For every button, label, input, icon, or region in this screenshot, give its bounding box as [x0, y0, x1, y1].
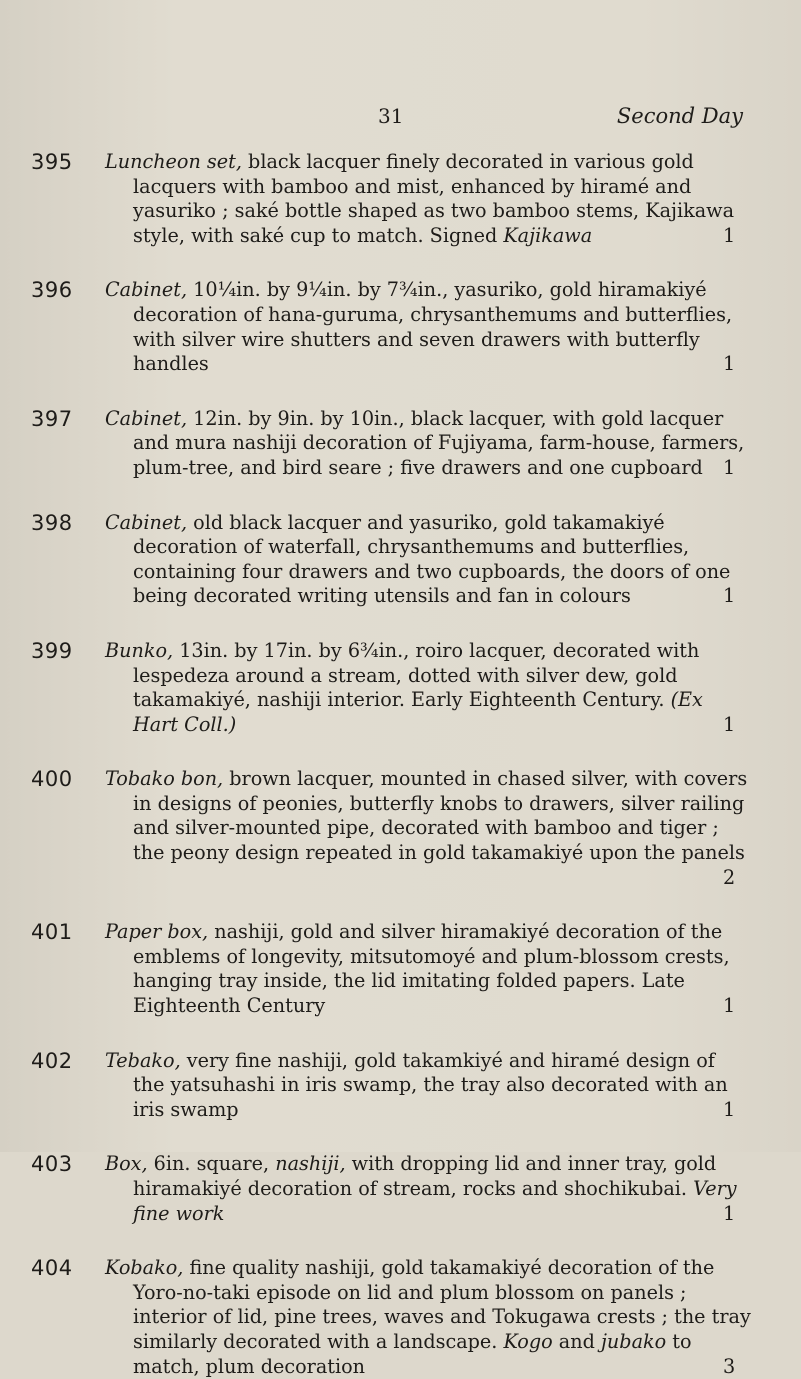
lot-description: Tebako, very fine nashiji, gold takamkiyé and hiramé design of the yatsuhashi in iris swamp, the tray also decorated with an iris swamp 1	[105, 1048, 736, 1121]
lot-body: fine quality nashiji, gold takamakiyé decoration of the Yoro-no-taki episode on lid and plum blossom on panels ; interior of lid, pine trees, waves and Tokugawa crests ; the tray similarly decorated with a landscape.	[133, 1256, 751, 1353]
lot-number: 396	[31, 278, 73, 303]
lot-description: Luncheon set, black lacquer finely decorated in various gold lacquers with bamboo and mist, enhanced by hiramé and yasuriko ; saké bottle shaped as two bamboo stems, Kajikawa style, with saké cup to match. Signed Kajikawa 1	[105, 150, 736, 247]
lot-title: Bunko,	[105, 638, 174, 662]
lot-title: Luncheon set,	[105, 150, 242, 173]
lot-title: Cabinet,	[105, 278, 188, 302]
lot-description: Cabinet, 10¼in. by 9¼in. by 7¾in., yasuriko, gold hiramakiyé decoration of hana-guruma, chrysanthemums and butterflies, with silver wire shutters and seven drawers with butterfly handles 1	[105, 278, 736, 376]
lot-body: 6in. square,	[147, 1152, 276, 1176]
lot-404	[0, 1256, 801, 1379]
lot-body: 12in. by 9in. by 10in., black lacquer, with gold lacquer and mura nashiji decoration of Fujiyama, farm-house, farmers, plum-tree, and bird seare ; five drawers and one cupboard	[133, 406, 745, 479]
lot-401	[0, 920, 801, 1018]
lot-description: Box, 6in. square, nashiji, with dropping lid and inner tray, gold hiramakiyé decoration of stream, rocks and shochikubai. Very fine work 1	[105, 1152, 737, 1225]
lot-body: black lacquer finely decorated in various gold lacquers with bamboo and mist, enhanced by hiramé and yasuriko ; saké bottle shaped as two bamboo stems, Kajikawa style, with saké cup to match. Signed	[133, 150, 735, 247]
lot-body: 13in. by 17in. by 6¾in., roiro lacquer, decorated with lespedeza around a stream, dotted with silver dew, gold takamakiyé, nashiji interior. Early Eighteenth Century.	[133, 638, 700, 712]
page-header	[0, 104, 801, 134]
lot-number: 402	[31, 1048, 73, 1073]
lot-body-continued: and	[552, 1329, 601, 1353]
lot-body: nashiji, gold and silver hiramakiyé decoration of the emblems of longevity, mitsutomoyé and plum-blossom crests, hanging tray inside, the lid imitating folded papers. Late Eighteenth Century	[133, 920, 730, 1018]
lot-italic-text: (Ex Hart Coll.)	[133, 688, 703, 736]
lot-396	[0, 278, 801, 376]
lot-italic-text: Kajikawa	[503, 223, 593, 247]
lot-body-continued: with dropping lid and inner tray, gold hiramakiyé decoration of stream, rocks and shochikubai.	[133, 1152, 717, 1200]
page-number: 31	[378, 104, 404, 128]
lot-number: 403	[31, 1152, 73, 1177]
lot-number: 400	[31, 767, 73, 792]
lot-list	[0, 150, 801, 1379]
lot-number: 397	[31, 406, 73, 431]
lot-body: very fine nashiji, gold takamkiyé and hiramé design of the yatsuhashi in iris swamp, the tray also decorated with an iris swamp	[133, 1048, 728, 1121]
day-label: Second Day	[616, 104, 743, 128]
lot-body: 10¼in. by 9¼in. by 7¾in., yasuriko, gold hiramakiyé decoration of hana-guruma, chrysanthemums and butterflies, with silver wire shutters and seven drawers with butterfly handles	[133, 278, 733, 376]
lot-399	[0, 639, 801, 737]
lot-description: Cabinet, old black lacquer and yasuriko, gold takamakiyé decoration of waterfall, chrysanthemums and butterflies, containing four drawers and two cupboards, the doors of one being decorated writing utensils and fan in colours 1	[105, 510, 736, 608]
lot-description: Tobako bon, brown lacquer, mounted in chased silver, with covers in designs of peonies, butterfly knobs to drawers, silver railing and silver-mounted pipe, decorated with bamboo and tiger ; the peony design repeated in gold takamakiyé upon the panels 2	[105, 767, 748, 889]
lot-number: 404	[31, 1256, 73, 1281]
lot-description: Kobako, fine quality nashiji, gold takamakiyé decoration of the Yoro-no-taki episode on lid and plum blossom on panels ; interior of lid, pine trees, waves and Tokugawa crests ; the tray similarly decorated with a landscape. Kogo and jubako to match, plum decoration 3	[105, 1256, 751, 1378]
lot-title: Cabinet,	[105, 510, 188, 534]
lot-title: Tebako,	[105, 1048, 181, 1072]
lot-description: Paper box, nashiji, gold and silver hiramakiyé decoration of the emblems of longevity, mitsutomoyé and plum-blossom crests, hanging tray inside, the lid imitating folded papers. Late Eighteenth Century 1	[105, 920, 736, 1018]
lot-italic-end: Very fine work	[133, 1177, 737, 1225]
lot-description: Cabinet, 12in. by 9in. by 10in., black lacquer, with gold lacquer and mura nashiji decoration of Fujiyama, farm-house, farmers, plum-tree, and bird seare ; five drawers and one cupboard 1	[105, 406, 745, 479]
lot-number: 398	[31, 510, 73, 535]
lot-body-end: to match, plum decoration	[133, 1329, 692, 1378]
lot-title: Box,	[105, 1152, 148, 1176]
lot-title: Tobako bon,	[105, 767, 224, 791]
lot-italic-end: jubako	[600, 1329, 667, 1353]
lot-body: brown lacquer, mounted in chased silver, with covers in designs of peonies, butterfly knobs to drawers, silver railing and silver-mounted pipe, decorated with bamboo and tiger ; the peony design repeated in gold takamakiyé upon the panels	[133, 767, 748, 865]
lot-403	[0, 1152, 801, 1226]
lot-title: Cabinet,	[105, 406, 188, 430]
lot-description: Bunko, 13in. by 17in. by 6¾in., roiro lacquer, decorated with lespedeza around a stream, dotted with silver dew, gold takamakiyé, nashiji interior. Early Eighteenth Century. (Ex Hart Coll.) 1	[105, 638, 736, 736]
lot-395	[0, 150, 801, 248]
lot-title: Paper box,	[105, 920, 209, 944]
lot-italic-text: nashiji,	[275, 1152, 346, 1176]
lot-number: 399	[31, 638, 73, 663]
lot-number: 395	[31, 150, 73, 174]
lot-body: old black lacquer and yasuriko, gold takamakiyé decoration of waterfall, chrysanthemums and butterflies, containing four drawers and two cupboards, the doors of one being decorated writing utensils and fan in colours	[133, 510, 731, 608]
lot-400	[0, 767, 801, 890]
lot-italic-text: Kogo	[503, 1329, 553, 1353]
lot-title: Kobako,	[105, 1256, 184, 1280]
lot-number: 401	[31, 920, 73, 945]
lot-402	[0, 1049, 801, 1123]
lot-398	[0, 511, 801, 609]
lot-397	[0, 407, 801, 481]
